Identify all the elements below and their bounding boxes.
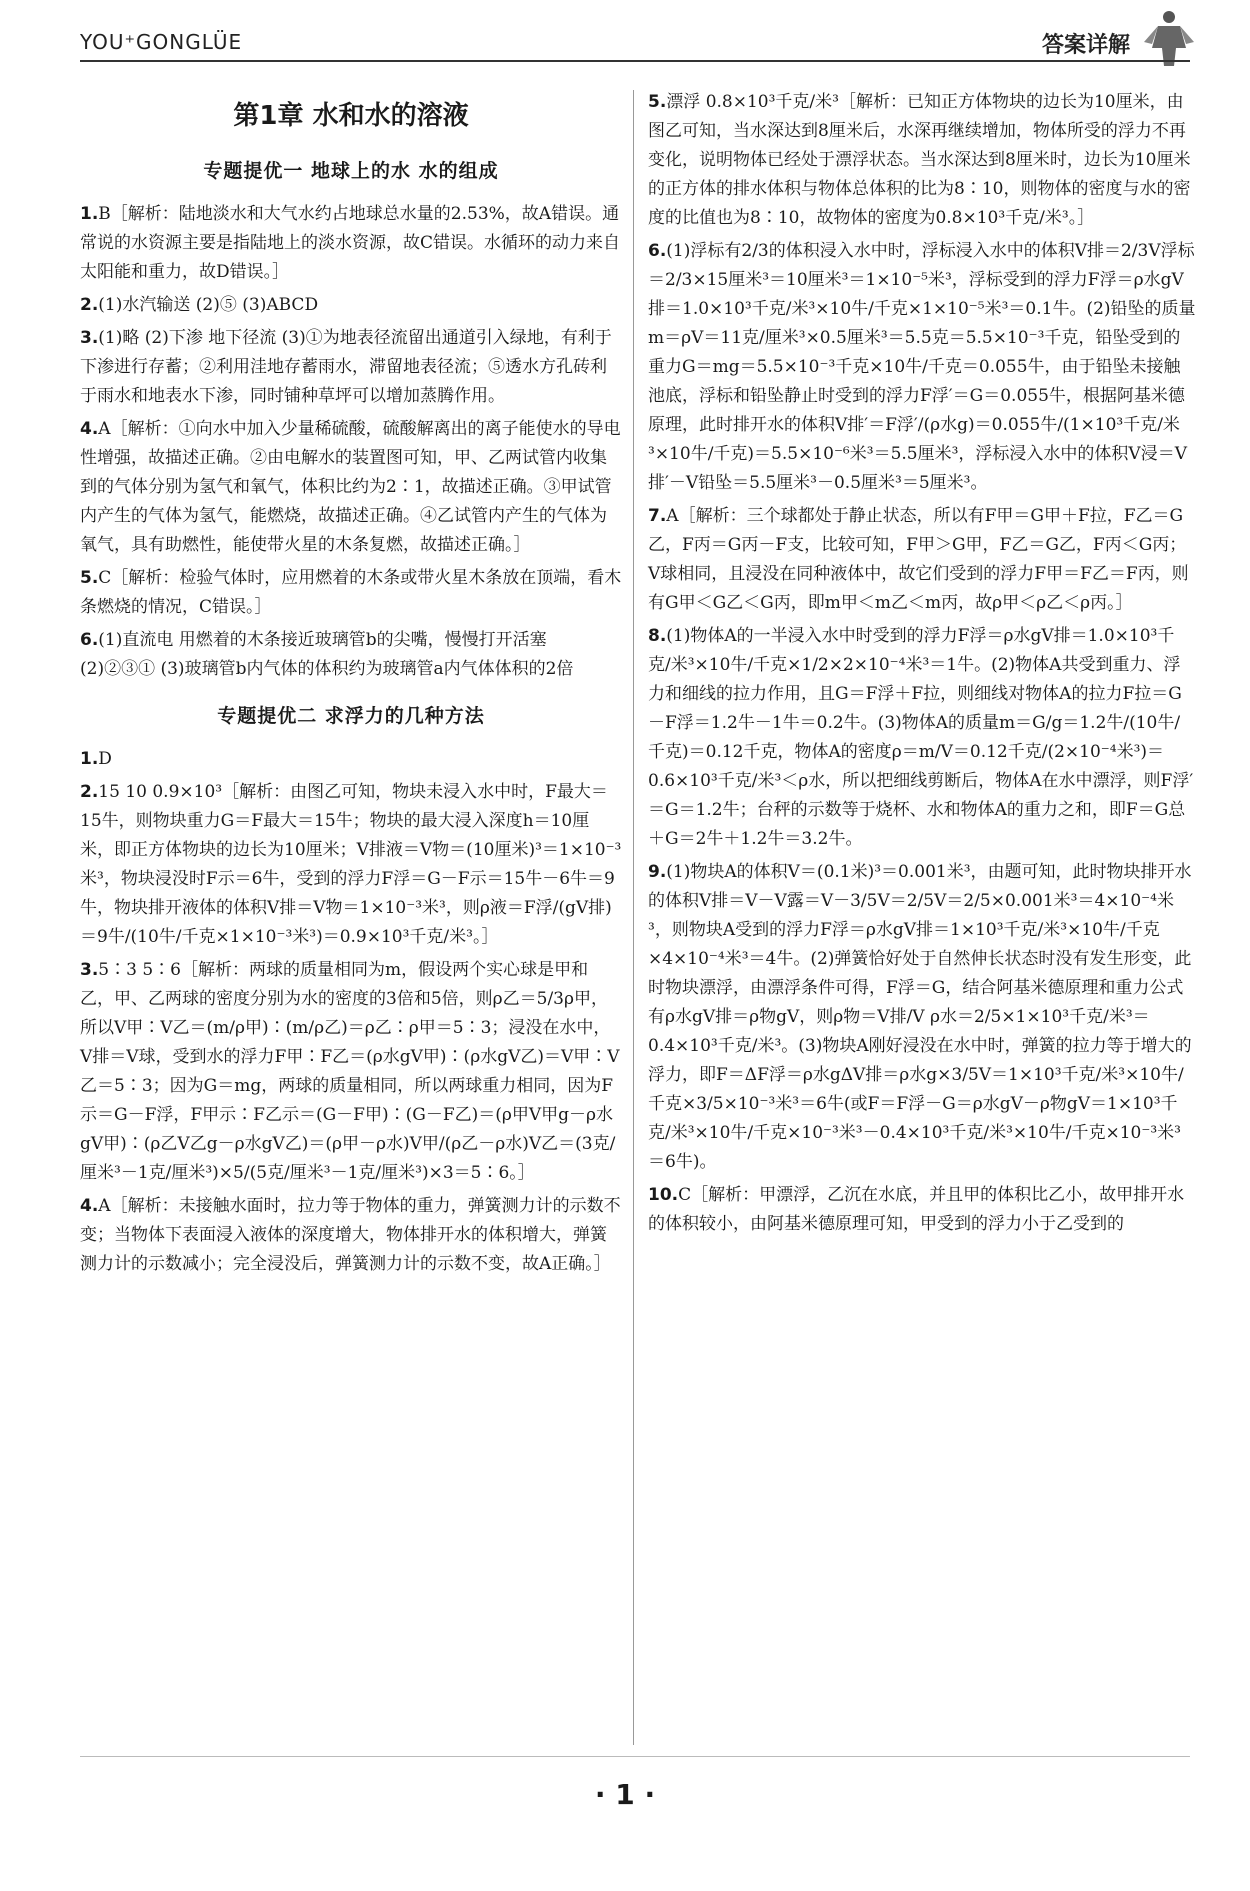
answer-number: 8. [648, 626, 667, 646]
answer-text: (1)直流电 用燃着的木条接近玻璃管b的尖嘴，慢慢打开活塞 (2)②③① (3)玻璃管b内气体的体积约为玻璃管a内气体体积的2倍 [80, 630, 574, 679]
section-title: 专题提优一 地球上的水 水的组成 [203, 160, 499, 182]
answer-text: C［解析：甲漂浮，乙沉在水底，并且甲的体积比乙小，故甲排开水的体积较小，由阿基米德原理可知，甲受到的浮力小于乙受到的 [648, 1185, 1185, 1234]
answer-text: 5∶3 5∶6［解析：两球的质量相同为m，假设两个实心球是甲和乙，甲、乙两球的密度分别为水的密度的3倍和5倍，则ρ乙＝5/3ρ甲，所以V甲∶V乙＝(m/ρ甲)∶(m/ρ乙)＝ρ乙∶ρ甲＝5∶3；浸没在水中，V排＝V球，受到水的浮力F甲∶F乙＝(ρ水gV甲)∶(ρ水gV乙)＝V甲∶V乙＝5∶3；因为G＝mg，两球的质量相同，所以两球重力相同，因为F示＝G－F浮，F甲示∶F乙示＝(G－F甲)∶(G－F乙)＝(ρ甲V甲g－ρ水gV甲)∶(ρ乙V乙g－ρ水gV乙)＝(ρ甲－ρ水)V甲/(ρ乙－ρ水)V乙＝(3克/厘米³－1克/厘米³)×5/(5克/厘米³－1克/厘米³)×3＝5∶6。］ [80, 960, 620, 1183]
answer-text: (1)物块A的体积V＝(0.1米)³＝0.001米³，由题可知，此时物块排开水的体积V排＝V－V露＝V－3/5V＝2/5V＝2/5×0.001米³＝4×10⁻⁴米³，则物块A受到的浮力F浮＝ρ水gV排＝1×10³千克/米³×10牛/千克×4×10⁻⁴米³＝4牛。(2)弹簧恰好处于自然伸长状态时没有发生形变，此时物块漂浮，由漂浮条件可得，F浮＝G，结合阿基米德原理和重力公式有ρ水gV排＝ρ物gV，则ρ物＝V排/V ρ水＝2/5×1×10³千克/米³＝0.4×10³千克/米³。(3)物块A刚好浸没在水中时，弹簧的拉力等于增大的浮力，即F＝ΔF浮＝ρ水gΔV排＝ρ水g×3/5V＝1×10³千克/米³×10牛/千克×3/5×10⁻³米³＝6牛(或F＝F浮－G＝ρ水gV－ρ物gV＝1×10³千克/米³×10牛/千克×10⁻³米³－0.4×10³千克/米³×10牛/千克×10⁻³米³＝6牛)。 [648, 862, 1192, 1172]
answer-number: 4. [80, 419, 99, 439]
answer-text: C［解析：检验气体时，应用燃着的木条或带火星木条放在顶端，看木条燃烧的情况，C错误。］ [80, 568, 622, 617]
section-title: 专题提优二 求浮力的几种方法 [217, 705, 485, 727]
answer-text: (1)水汽输送 (2)⑤ (3)ABCD [98, 295, 319, 315]
header-tag: 答案详解 [1041, 33, 1130, 58]
answer-item [80, 1192, 622, 1279]
answer-number: 1. [80, 749, 99, 769]
answer-text: (1)略 (2)下渗 地下径流 (3)①为地表径流留出通道引入绿地，有利于下渗进行存蓄；②利用洼地存蓄雨水，滞留地表径流；⑤透水方孔砖利于雨水和地表水下渗，同时铺种草坪可以增加蒸腾作用。 [80, 328, 612, 406]
brand-logo-text: YOU⁺GONGLÜE [80, 30, 243, 54]
answer-text: (1)浮标有2/3的体积浸入水中时，浮标浸入水中的体积V排＝2/3V浮标＝2/3×15厘米³＝10厘米³＝1×10⁻⁵米³，浮标受到的浮力F浮＝ρ水gV排＝1.0×10³千克/米³×10牛/千克×1×10⁻⁵米³＝0.1牛。(2)铅坠的质量m＝ρV＝11克/厘米³×0.5厘米³＝5.5克＝5.5×10⁻³千克，铅坠受到的重力G＝mg＝5.5×10⁻³千克×10牛/千克＝0.055牛，由于铅坠未接触池底，浮标和铅坠静止时受到的浮力F浮′＝G＝0.055牛，根据阿基米德原理，此时排开水的体积V排′＝F浮′/(ρ水g)＝0.055牛/(1×10³千克/米³×10牛/千克)＝5.5×10⁻⁶米³＝5.5厘米³，浮标浸入水中的体积V浸＝V排′－V铅坠＝5.5厘米³－0.5厘米³＝5厘米³。 [648, 241, 1196, 493]
answer-item [80, 778, 622, 952]
answer-item [648, 622, 1196, 854]
answer-number: 1. [80, 204, 99, 224]
answer-number: 5. [80, 568, 99, 588]
column-divider [633, 90, 634, 1745]
answer-list [80, 745, 622, 1279]
answer-text: 漂浮 0.8×10³千克/米³［解析：已知正方体物块的边长为10厘米，由图乙可知，当水深达到8厘米后，水深再继续增加，物体所受的浮力不再变化，说明物体已经处于漂浮状态。当水深达到8厘米时，边长为10厘米的正方体的排水体积与物体总体积的比为8∶10，则物体的密度与水的密度的比值也为8∶10，故物体的密度为0.8×10³千克/米³。］ [648, 92, 1191, 228]
answer-number: 2. [80, 295, 99, 315]
bottom-rule [80, 1756, 1190, 1757]
answer-text: D [98, 749, 112, 769]
answer-number: 4. [80, 1196, 99, 1216]
mascot-figure-icon [1136, 8, 1202, 68]
answer-item [80, 745, 622, 774]
answer-item [80, 626, 622, 684]
answer-number: 10. [648, 1185, 679, 1205]
chapter-title: 第1章 水和水的溶液 [233, 101, 469, 131]
answer-list [80, 200, 622, 684]
answer-item [648, 502, 1196, 618]
answer-item [648, 88, 1196, 233]
answer-item [80, 564, 622, 622]
answer-item [80, 956, 622, 1188]
answer-text: A［解析：①向水中加入少量稀硫酸，硫酸解离出的离子能使水的导电性增强，故描述正确。②由电解水的装置图可知，甲、乙两试管内收集到的气体分别为氢气和氧气，体积比约为2∶1，故描述正确。③甲试管内产生的气体为氢气，能燃烧，故描述正确。④乙试管内产生的气体为氧气，具有助燃性，能使带火星的木条复燃，故描述正确。］ [80, 419, 621, 555]
answer-item [648, 237, 1196, 498]
answer-text: A［解析：未接触水面时，拉力等于物体的重力，弹簧测力计的示数不变；当物体下表面浸入液体的深度增大，物体排开水的体积增大，弹簧测力计的示数减小；完全浸没后，弹簧测力计的示数不变，故A正确。］ [80, 1196, 621, 1274]
answer-number: 7. [648, 506, 667, 526]
left-column [80, 88, 622, 1283]
answer-item [80, 415, 622, 560]
answer-item [80, 291, 622, 320]
right-column [648, 88, 1196, 1243]
answer-text: A［解析：三个球都处于静止状态，所以有F甲＝G甲＋F拉，F乙＝G乙，F丙＝G丙－F支，比较可知，F甲＞G甲，F乙＝G乙，F丙＜G丙；V球相同，且浸没在同种液体中，故它们受到的浮力F甲＝F乙＝F丙，则有G甲＜G乙＜G丙，即m甲＜m乙＜m丙，故ρ甲＜ρ乙＜ρ丙。］ [648, 506, 1189, 613]
answer-number: 6. [80, 630, 99, 650]
answer-item [648, 858, 1196, 1177]
answer-number: 3. [80, 328, 99, 348]
answer-text: B［解析：陆地淡水和大气水约占地球总水量的2.53%，故A错误。通常说的水资源主要是指陆地上的淡水资源，故C错误。水循环的动力来自太阳能和重力，故D错误。］ [80, 204, 621, 282]
answer-item [80, 324, 622, 411]
answer-number: 5. [648, 92, 667, 112]
answer-number: 9. [648, 862, 667, 882]
page-number: · 1 · [594, 1778, 656, 1811]
page-header [0, 0, 1250, 70]
answer-text: (1)物体A的一半浸入水中时受到的浮力F浮＝ρ水gV排＝1.0×10³千克/米³×10牛/千克×1/2×2×10⁻⁴米³＝1牛。(2)物体A共受到重力、浮力和细线的拉力作用，且G＝F浮＋F拉，则细线对物体A的拉力F拉＝G－F浮＝1.2牛－1牛＝0.2牛。(3)物体A的质量m＝G/g＝1.2牛/(10牛/千克)＝0.12千克，物体A的密度ρ＝m/V＝0.12千克/(2×10⁻⁴米³)＝0.6×10³千克/米³＜ρ水，所以把细线剪断后，物体A在水中漂浮，则F浮′＝G＝1.2牛；台秤的示数等于烧杯、水和物体A的重力之和，即F＝G总＋G＝2牛＋1.2牛＝3.2牛。 [648, 626, 1194, 849]
answer-number: 6. [648, 241, 667, 261]
answer-number: 2. [80, 782, 99, 802]
answer-item [80, 200, 622, 287]
header-rule [80, 60, 1190, 62]
answer-number: 3. [80, 960, 99, 980]
answer-list [648, 88, 1196, 1239]
answer-text: 15 10 0.9×10³［解析：由图乙可知，物块未浸入水中时，F最大＝15牛，则物块重力G＝F最大＝15牛；物块的最大浸入深度h＝10厘米，即正方体物块的边长为10厘米；V排液＝V物＝(10厘米)³＝1×10⁻³米³，物块浸没时F示＝6牛，受到的浮力F浮＝G－F示＝15牛－6牛＝9牛，物块排开液体的体积V排＝V物＝1×10⁻³米³，则ρ液＝F浮/(gV排)＝9牛/(10牛/千克×1×10⁻³米³)＝0.9×10³千克/米³。］ [80, 782, 622, 947]
answer-item [648, 1181, 1196, 1239]
